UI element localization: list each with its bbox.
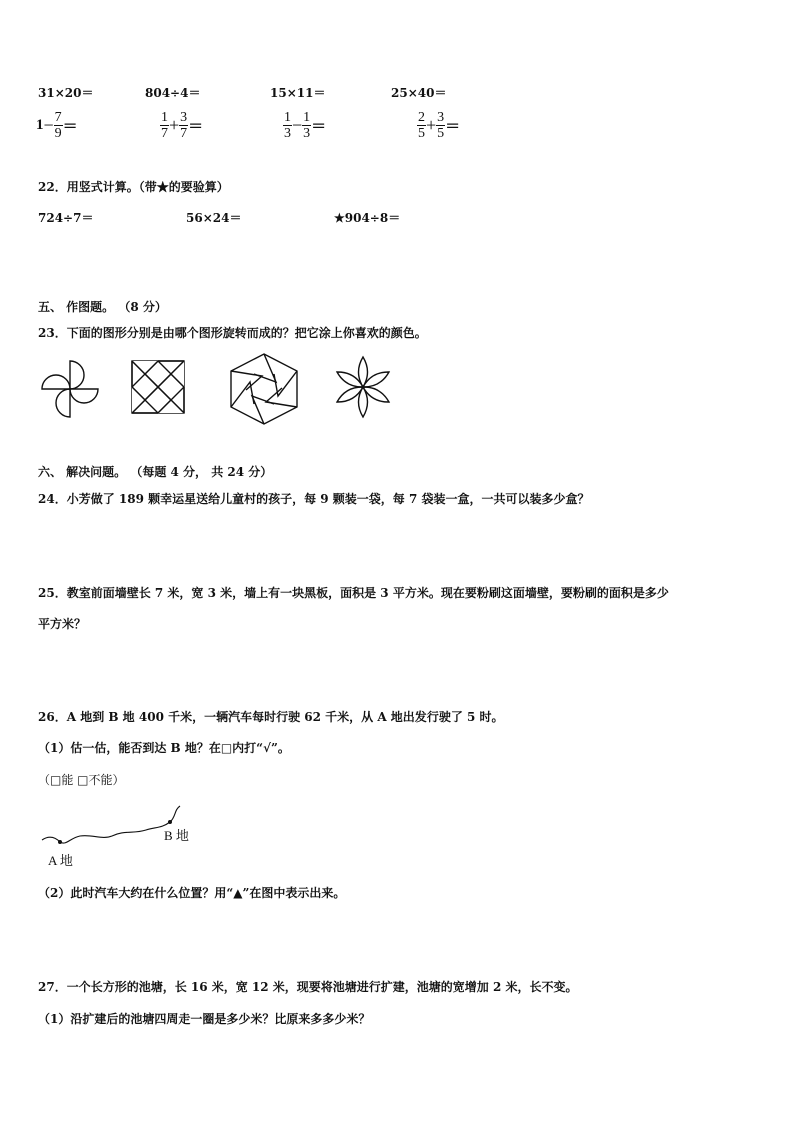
hexagon-rotation-figure bbox=[226, 352, 302, 426]
answer-options: （□能 □不能） bbox=[38, 773, 125, 787]
section-5-heading: 五、 作图题。 （8 分） bbox=[38, 300, 167, 314]
fraction: $\frac{3}{7}$ bbox=[180, 110, 188, 141]
question-27-text: 27．一个长方形的池塘，长 16 米，宽 12 米，现要将池塘进行扩建，池塘的宽增加 2 米，长不变。 bbox=[38, 980, 578, 994]
pinwheel-figure bbox=[38, 358, 102, 420]
oral-item-2: 804÷4＝ bbox=[145, 86, 201, 100]
question-27-sub-1: （1）沿扩建后的池塘四周走一圈是多少米？比原来多多少米？ bbox=[38, 1012, 371, 1026]
question-25-line-2: 平方米？ bbox=[38, 617, 87, 631]
fraction: $\frac{3}{5}$ bbox=[437, 110, 445, 141]
question-22-title: 22．用竖式计算。（带★的要验算） bbox=[38, 180, 229, 194]
fraction-expression-1: 1− $\frac{7}{9}$ ＝ bbox=[36, 110, 78, 141]
cross-arrow-figure bbox=[131, 360, 185, 414]
question-24-text: 24．小芳做了 189 颗幸运星送给儿童村的孩子，每 9 颗装一袋，每 7 袋装一盒，一共可以装多少盒？ bbox=[38, 492, 590, 506]
label-b-location: B 地 bbox=[164, 828, 189, 843]
oral-item-1: 31×20＝ bbox=[38, 86, 94, 100]
vertical-calc-1: 724÷7＝ bbox=[38, 211, 94, 225]
oral-item-3: 15×11＝ bbox=[270, 86, 326, 100]
question-25-line-1: 25．教室前面墙壁长 7 米，宽 3 米，墙上有一块黑板，面积是 3 平方米。现在要粉刷这面墙壁，要粉刷的面积是多少 bbox=[38, 586, 669, 600]
question-26-sub-2: （2）此时汽车大约在什么位置？用“▲”在图中表示出来。 bbox=[38, 886, 346, 900]
fraction: $\frac{1}{3}$ bbox=[303, 110, 311, 141]
label-a-location: A 地 bbox=[48, 853, 73, 868]
question-26-text: 26．A 地到 B 地 400 千米，一辆汽车每时行驶 62 千米，从 A 地出发行驶了 5 时。 bbox=[38, 710, 504, 724]
fraction: $\frac{1}{7}$ bbox=[161, 110, 168, 141]
vertical-calc-3: ★904÷8＝ bbox=[334, 211, 401, 225]
oral-item-4: 25×40＝ bbox=[391, 86, 447, 100]
section-6-heading: 六、 解决问题。 （每题 4 分， 共 24 分） bbox=[38, 465, 273, 479]
vertical-calc-2: 56×24＝ bbox=[186, 211, 242, 225]
fraction-expression-2: $\frac{1}{7}$ + $\frac{3}{7}$ ＝ bbox=[161, 110, 204, 141]
fraction-expression-4: $\frac{2}{5}$ + $\frac{3}{5}$ ＝ bbox=[418, 110, 461, 141]
fraction: $\frac{1}{3}$ bbox=[284, 110, 291, 141]
question-23-title: 23．下面的图形分别是由哪个图形旋转而成的？把它涂上你喜欢的颜色。 bbox=[38, 326, 427, 340]
fraction: $\frac{7}{9}$ bbox=[54, 110, 62, 141]
fraction: $\frac{2}{5}$ bbox=[418, 110, 425, 141]
flower-figure bbox=[330, 355, 396, 419]
question-26-sub-1: （1）估一估，能否到达 B 地？在□内打“√”。 bbox=[38, 741, 290, 755]
fraction-expression-3: $\frac{1}{3}$ − $\frac{1}{3}$ ＝ bbox=[284, 110, 327, 141]
